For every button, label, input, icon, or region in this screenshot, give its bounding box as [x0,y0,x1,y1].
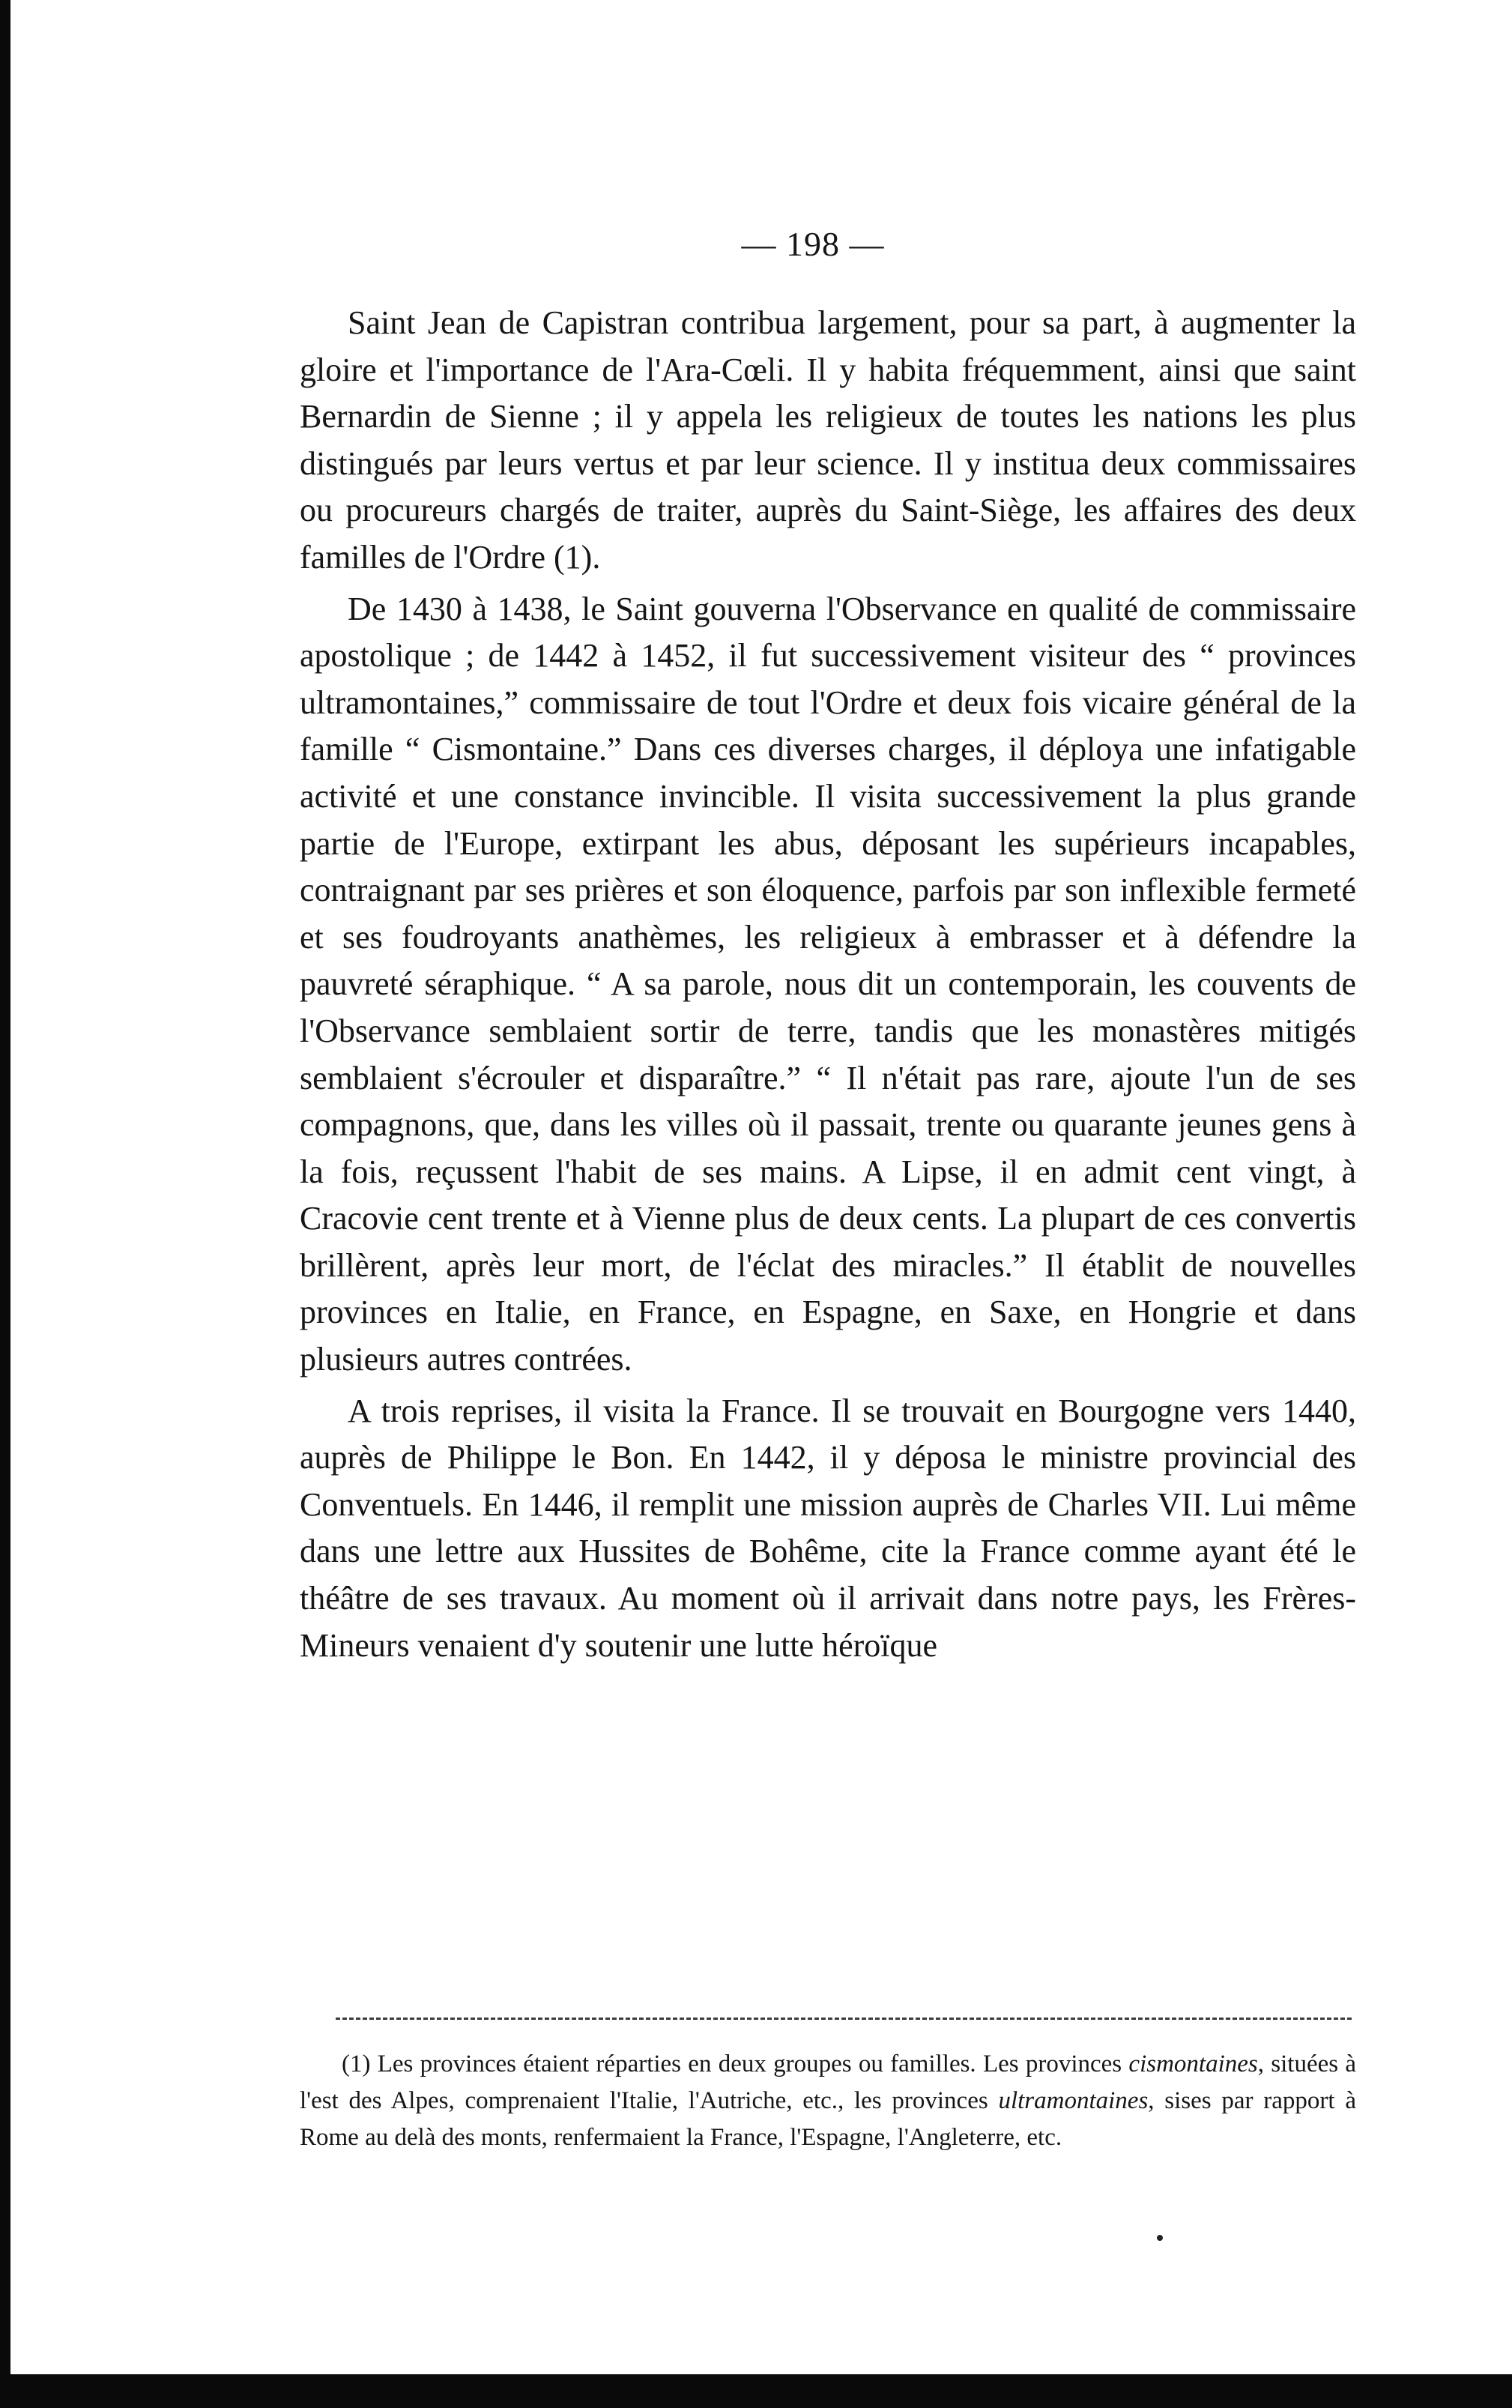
footnote-part-2: , situées à l'est des Alpes, comprenaient l'Italie, l'Autriche, etc., les provinces [300,2051,1356,2114]
page-number: — 198 — [741,225,885,263]
footnote-text [300,2046,1356,2156]
footnote [300,2046,1356,2156]
paragraph-2: De 1430 à 1438, le Saint gouverna l'Observance en qualité de commissaire apostolique ; de 1442 à 1452, il fut successivement visiteur des “ provinces ultramontaines,” commissaire de tout l'Ordre et deux fois vicaire général de la famille “ Cismontaine.” Dans ces diverses charges, il déploya une infatigable activité et une constance invincible. Il visita successivement la plus grande partie de l'Europe, extirpant les abus, déposant les supérieurs incapables, contraignant par ses prières et son éloquence, parfois par son inflexible fermeté et ses foudroyants anathèmes, les religieux à embrasser et à défendre la pauvreté séraphique. “ A sa parole, nous dit un contemporain, les couvents de l'Observance semblaient sortir de terre, tandis que les monastères mitigés semblaient s'écrouler et disparaître.” “ Il n'était pas rare, ajoute l'un de ses compagnons, que, dans les villes où il passait, trente ou quarante jeunes gens à la fois, reçussent l'habit de ses mains. A Lipse, il en admit cent vingt, à Cracovie cent trente et à Vienne plus de deux cents. La plupart de ces convertis brillèrent, après leur mort, de l'éclat des miracles.” Il établit de nouvelles provinces en Italie, en France, en Espagne, en Saxe, en Hongrie et dans plusieurs autres contrées. [300,590,1356,1378]
scan-bottom-border [0,2374,1512,2408]
footnote-term-ultramontaines: ultramontaines [998,2087,1149,2114]
ink-dot [1157,2235,1163,2241]
paragraph-3: A trois reprises, il visita la France. Il se trouvait en Bourgogne vers 1440, auprès de Philippe le Bon. En 1442, il y déposa le ministre provincial des Conventuels. En 1446, il remplit une mission auprès de Charles VII. Lui même dans une lettre aux Hussites de Bohême, cite la France comme ayant été le théâtre de ses travaux. Au moment où il arrivait dans notre pays, les Frères-Mineurs venaient d'y soutenir une lutte héroïque [300,1392,1356,1664]
main-text [300,300,1356,1674]
footnote-part-3: , sises par rapport à Rome au delà des monts, renfermaient la France, l'Espagne, l'Angleterre, etc. [300,2087,1356,2151]
footnote-separator [336,2018,1352,2020]
scan-left-border [0,0,10,2408]
footnote-part-1: (1) Les provinces étaient réparties en deux groupes ou familles. Les provinces [342,2051,1129,2077]
paragraph-1: Saint Jean de Capistran contribua largement, pour sa part, à augmenter la gloire et l'importance de l'Ara-Cœli. Il y habita fréquemment, ainsi que saint Bernardin de Sienne ; il y appela les religieux de toutes les nations les plus distingués par leurs vertus et par leur science. Il y institua deux commissaires ou procureurs chargés de traiter, auprès du Saint-Siège, les affaires des deux familles de l'Ordre (1). [300,304,1356,576]
footnote-term-cismontaines: cismontaines [1128,2051,1258,2077]
